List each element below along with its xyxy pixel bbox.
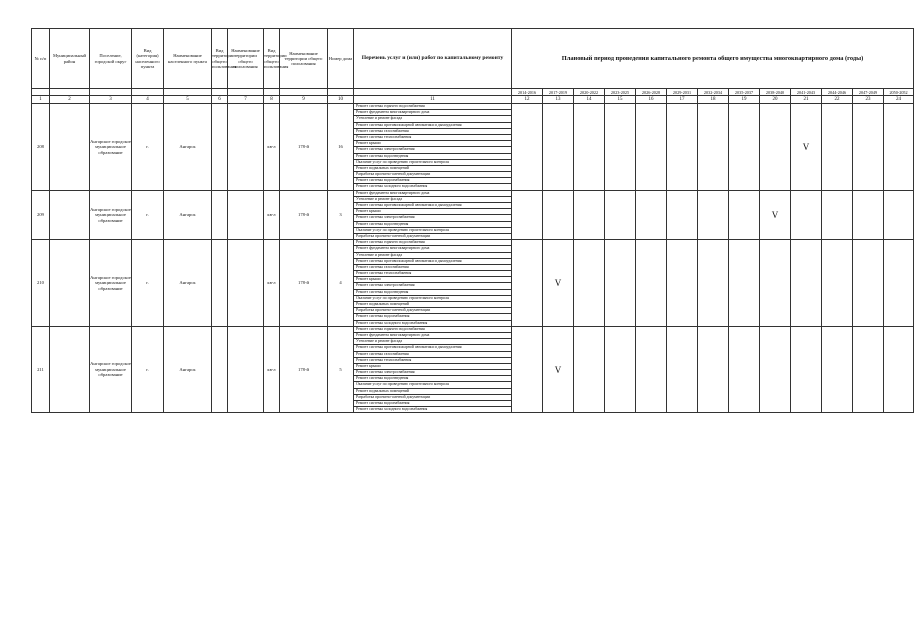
period-cell xyxy=(884,104,914,191)
work-item: Разработка проектно-сметной документации xyxy=(354,308,511,314)
period-cell xyxy=(636,240,667,327)
settlement-name-cell: Ангарск xyxy=(164,240,212,327)
period-cell xyxy=(884,190,914,240)
work-item: Ремонт системы газоснабжения xyxy=(354,352,511,358)
settlement-cell: Ангарское городское муниципальное образование xyxy=(90,190,132,240)
work-item: Ремонт подвальных помещений xyxy=(354,302,511,308)
period-cell xyxy=(667,240,698,327)
period-blank-cell xyxy=(132,89,164,96)
territory-name-cell xyxy=(228,190,264,240)
work-item: Оказание услуг по проведению строительного контроля xyxy=(354,382,511,388)
period-cell xyxy=(760,326,791,413)
period-cell xyxy=(822,104,853,191)
period-label: 2023-2025 xyxy=(605,89,636,96)
header-settlement: Поселение, городской округ xyxy=(90,29,132,89)
period-cell xyxy=(512,326,543,413)
municipal-district-cell xyxy=(50,240,90,327)
period-cell xyxy=(760,240,791,327)
period-blank-cell xyxy=(164,89,212,96)
period-cell xyxy=(543,104,574,191)
work-item: Разработка проектно-сметной документации xyxy=(356,233,431,238)
municipal-district-cell xyxy=(50,190,90,240)
work-item: Оказание услуг по проведению строительного контроля xyxy=(354,228,511,234)
period-cell xyxy=(698,104,729,191)
column-number: 1 xyxy=(32,96,50,104)
column-number: 11 xyxy=(354,96,512,104)
work-item: Ремонт системы водоотведения xyxy=(354,290,511,296)
column-number: 15 xyxy=(605,96,636,104)
house-number-cell: 3 xyxy=(328,190,354,240)
period-cell xyxy=(698,326,729,413)
work-item: Ремонт системы водоснабжения xyxy=(354,401,511,407)
work-item: Утепление и ремонт фасада xyxy=(354,116,511,122)
period-cell xyxy=(729,190,760,240)
period-label: 2020-2022 xyxy=(574,89,605,96)
period-cell xyxy=(574,190,605,240)
period-cell xyxy=(636,104,667,191)
header-settlement-name: Наименование населенного пункта xyxy=(164,29,212,89)
period-label: 2017-2019 xyxy=(543,89,574,96)
works-list xyxy=(354,104,512,191)
work-item: Утепление и ремонт фасада xyxy=(354,197,511,203)
house-number-cell: 4 xyxy=(328,240,354,327)
period-blank-cell xyxy=(90,89,132,96)
work-item: Оказание услуг по проведению строительного контроля xyxy=(354,296,511,302)
column-number: 18 xyxy=(698,96,729,104)
settlement-type-cell: г. xyxy=(132,190,164,240)
period-label: 2029-2031 xyxy=(667,89,698,96)
settlement-name-cell: Ангарск xyxy=(164,326,212,413)
period-cell xyxy=(667,190,698,240)
header-territory-type: Вид территории общего пользования xyxy=(212,29,228,89)
column-number: 17 xyxy=(667,96,698,104)
territory-type-cell xyxy=(212,190,228,240)
work-item: Ремонт системы водоотведения xyxy=(354,376,511,382)
period-cell xyxy=(729,326,760,413)
column-number: 2 xyxy=(50,96,90,104)
column-number: 20 xyxy=(760,96,791,104)
row-number: 210 xyxy=(32,240,50,327)
column-number: 19 xyxy=(729,96,760,104)
period-cell xyxy=(884,240,914,327)
work-item: Ремонт фундамента многоквартирного дома xyxy=(354,191,511,197)
period-label: 2032-2034 xyxy=(698,89,729,96)
period-cell xyxy=(605,240,636,327)
period-mark: V xyxy=(543,326,574,413)
period-cell xyxy=(760,104,791,191)
column-number: 14 xyxy=(574,96,605,104)
territory-name-cell xyxy=(228,104,264,191)
column-number: 12 xyxy=(512,96,543,104)
period-cell xyxy=(791,326,822,413)
period-cell xyxy=(853,190,884,240)
work-item: Ремонт крыши xyxy=(354,141,511,147)
territory-name-cell xyxy=(228,326,264,413)
work-item: Ремонт системы теплоснабжения xyxy=(354,358,511,364)
street-name-cell: 178-й xyxy=(280,240,328,327)
row-number: 209 xyxy=(32,190,50,240)
street-name-cell: 178-й xyxy=(280,190,328,240)
period-cell xyxy=(512,240,543,327)
work-item: Ремонт подвальных помещений xyxy=(354,389,511,395)
works-list xyxy=(354,240,512,327)
period-cell xyxy=(822,190,853,240)
work-item: Ремонт системы электроснабжения xyxy=(354,215,511,221)
period-cell xyxy=(853,240,884,327)
row-number: 211 xyxy=(32,326,50,413)
period-label: 2050-2052 xyxy=(884,89,914,96)
work-item: Ремонт фундамента многоквартирного дома xyxy=(354,246,511,252)
work-item: Ремонт системы противопожарной автоматики и дымоудаления xyxy=(354,123,511,129)
period-blank-cell xyxy=(212,89,228,96)
territory-name-cell xyxy=(228,240,264,327)
work-item: Ремонт системы газоснабжения xyxy=(354,129,511,135)
street-name-cell: 178-й xyxy=(280,326,328,413)
row-number: 208 xyxy=(32,104,50,191)
work-item: Ремонт системы водоснабжения xyxy=(354,178,511,184)
works-list xyxy=(354,326,512,413)
municipal-district-cell xyxy=(50,104,90,191)
period-cell xyxy=(543,190,574,240)
work-item: Ремонт системы водоснабжения xyxy=(354,314,511,320)
header-num: № п/п xyxy=(32,29,50,89)
period-label: 2038-2040 xyxy=(760,89,791,96)
work-item: Ремонт системы горячего водоснабжения xyxy=(354,327,511,333)
table-row xyxy=(32,240,914,327)
table-row xyxy=(32,104,914,191)
column-number: 7 xyxy=(228,96,264,104)
column-number: 10 xyxy=(328,96,354,104)
header-territory-name: Наименование территории общего пользования xyxy=(228,29,264,89)
period-label: 2041-2043 xyxy=(791,89,822,96)
period-blank-cell xyxy=(228,89,264,96)
work-item: Ремонт системы водоотведения xyxy=(354,154,511,160)
period-label: 2026-2028 xyxy=(636,89,667,96)
period-mark: V xyxy=(791,104,822,191)
period-cell xyxy=(853,326,884,413)
column-number: 8 xyxy=(264,96,280,104)
period-row xyxy=(32,89,914,96)
column-number: 22 xyxy=(822,96,853,104)
period-cell xyxy=(822,240,853,327)
work-item: Утепление и ремонт фасада xyxy=(354,339,511,345)
period-cell xyxy=(667,326,698,413)
column-number: 6 xyxy=(212,96,228,104)
work-item: Ремонт крыши xyxy=(354,364,511,370)
settlement-name-cell: Ангарск xyxy=(164,104,212,191)
work-item: Ремонт системы электроснабжения xyxy=(354,370,511,376)
period-cell xyxy=(822,326,853,413)
settlement-name-cell: Ангарск xyxy=(164,190,212,240)
period-cell xyxy=(574,240,605,327)
territory-type-cell xyxy=(212,104,228,191)
period-cell xyxy=(698,240,729,327)
work-item: Ремонт фундамента многоквартирного дома xyxy=(354,333,511,339)
table-row xyxy=(32,190,914,240)
work-item: Ремонт подвальных помещений xyxy=(354,166,511,172)
header-works: Перечень услуг и (или) работ по капитальному ремонту xyxy=(354,29,512,89)
road-type-cell: кв-л xyxy=(264,326,280,413)
column-number: 13 xyxy=(543,96,574,104)
settlement-cell: Ангарское городское муниципальное образование xyxy=(90,240,132,327)
work-item: Ремонт крыши xyxy=(354,277,511,283)
schedule-table xyxy=(31,28,914,413)
period-cell xyxy=(729,240,760,327)
work-item: Разработка проектно-сметной документации xyxy=(354,395,511,401)
period-cell xyxy=(512,190,543,240)
settlement-cell: Ангарское городское муниципальное образование xyxy=(90,326,132,413)
period-cell xyxy=(636,326,667,413)
work-item: Разработка проектно-сметной документации xyxy=(354,172,511,178)
work-item: Ремонт фундамента многоквартирного дома xyxy=(354,110,511,116)
period-label: 2014-2016 xyxy=(512,89,543,96)
header-period: Плановый период проведения капитального ремонта общего имущества многоквартирного дома (годы) xyxy=(512,29,914,89)
period-cell xyxy=(884,326,914,413)
period-cell xyxy=(512,104,543,191)
period-cell xyxy=(605,104,636,191)
period-blank-cell xyxy=(50,89,90,96)
period-cell xyxy=(636,190,667,240)
column-number-row xyxy=(32,96,914,104)
period-blank-cell xyxy=(280,89,328,96)
street-name-cell: 178-й xyxy=(280,104,328,191)
header-row xyxy=(32,29,914,89)
house-number-cell: 16 xyxy=(328,104,354,191)
period-cell xyxy=(853,104,884,191)
period-cell xyxy=(574,326,605,413)
column-number: 16 xyxy=(636,96,667,104)
settlement-cell: Ангарское городское муниципальное образование xyxy=(90,104,132,191)
work-item: Ремонт системы противопожарной автоматики и дымоудаления xyxy=(354,345,511,351)
house-number-cell: 5 xyxy=(328,326,354,413)
work-item: Ремонт системы газоснабжения xyxy=(354,265,511,271)
column-number: 3 xyxy=(90,96,132,104)
period-label: 2044-2046 xyxy=(822,89,853,96)
work-item: Ремонт системы горячего водоснабжения xyxy=(354,240,511,246)
settlement-type-cell: г. xyxy=(132,240,164,327)
work-item: Ремонт системы теплоснабжения xyxy=(354,271,511,277)
work-item: Ремонт системы холодного водоснабжения xyxy=(356,407,428,412)
period-mark: V xyxy=(543,240,574,327)
header-settlement-type: Вид (категория) населенного пункта xyxy=(132,29,164,89)
municipal-district-cell xyxy=(50,326,90,413)
period-cell xyxy=(605,326,636,413)
capital-repair-schedule xyxy=(31,28,908,413)
period-cell xyxy=(605,190,636,240)
table-row xyxy=(32,326,914,413)
road-type-cell: кв-л xyxy=(264,190,280,240)
period-cell xyxy=(791,240,822,327)
territory-type-cell xyxy=(212,240,228,327)
work-item: Ремонт системы противопожарной автоматики и дымоудаления xyxy=(354,259,511,265)
period-blank-cell xyxy=(354,89,512,96)
header-street-name: Наименование территории общего пользования xyxy=(280,29,328,89)
work-item: Ремонт системы горячего водоснабжения xyxy=(354,104,511,110)
work-item: Ремонт крыши xyxy=(354,209,511,215)
settlement-type-cell: г. xyxy=(132,104,164,191)
period-label: 2047-2049 xyxy=(853,89,884,96)
work-item: Ремонт системы холодного водоснабжения xyxy=(356,320,428,325)
work-item: Ремонт системы водоотведения xyxy=(354,222,511,228)
road-type-cell: кв-л xyxy=(264,240,280,327)
column-number: 9 xyxy=(280,96,328,104)
period-mark: V xyxy=(760,190,791,240)
column-number: 24 xyxy=(884,96,914,104)
header-house-number: Номер дома xyxy=(328,29,354,89)
work-item: Ремонт системы электроснабжения xyxy=(354,147,511,153)
settlement-type-cell: г. xyxy=(132,326,164,413)
column-number: 4 xyxy=(132,96,164,104)
period-blank-cell xyxy=(328,89,354,96)
works-list xyxy=(354,190,512,240)
work-item: Ремонт системы электроснабжения xyxy=(354,283,511,289)
header-road-type: Вид территории общего пользования xyxy=(264,29,280,89)
period-label: 2035-2037 xyxy=(729,89,760,96)
header-municipal-district: Муниципальный район xyxy=(50,29,90,89)
column-number: 23 xyxy=(853,96,884,104)
column-number: 5 xyxy=(164,96,212,104)
period-cell xyxy=(729,104,760,191)
period-blank-cell xyxy=(32,89,50,96)
work-item: Ремонт системы холодного водоснабжения xyxy=(356,184,428,189)
road-type-cell: кв-л xyxy=(264,104,280,191)
period-cell xyxy=(791,190,822,240)
period-blank-cell xyxy=(264,89,280,96)
territory-type-cell xyxy=(212,326,228,413)
period-cell xyxy=(667,104,698,191)
work-item: Утепление и ремонт фасада xyxy=(354,253,511,259)
work-item: Оказание услуг по проведению строительного контроля xyxy=(354,160,511,166)
work-item: Ремонт системы теплоснабжения xyxy=(354,135,511,141)
work-item: Ремонт системы противопожарной автоматики и дымоудаления xyxy=(354,203,511,209)
period-cell xyxy=(574,104,605,191)
period-cell xyxy=(698,190,729,240)
column-number: 21 xyxy=(791,96,822,104)
